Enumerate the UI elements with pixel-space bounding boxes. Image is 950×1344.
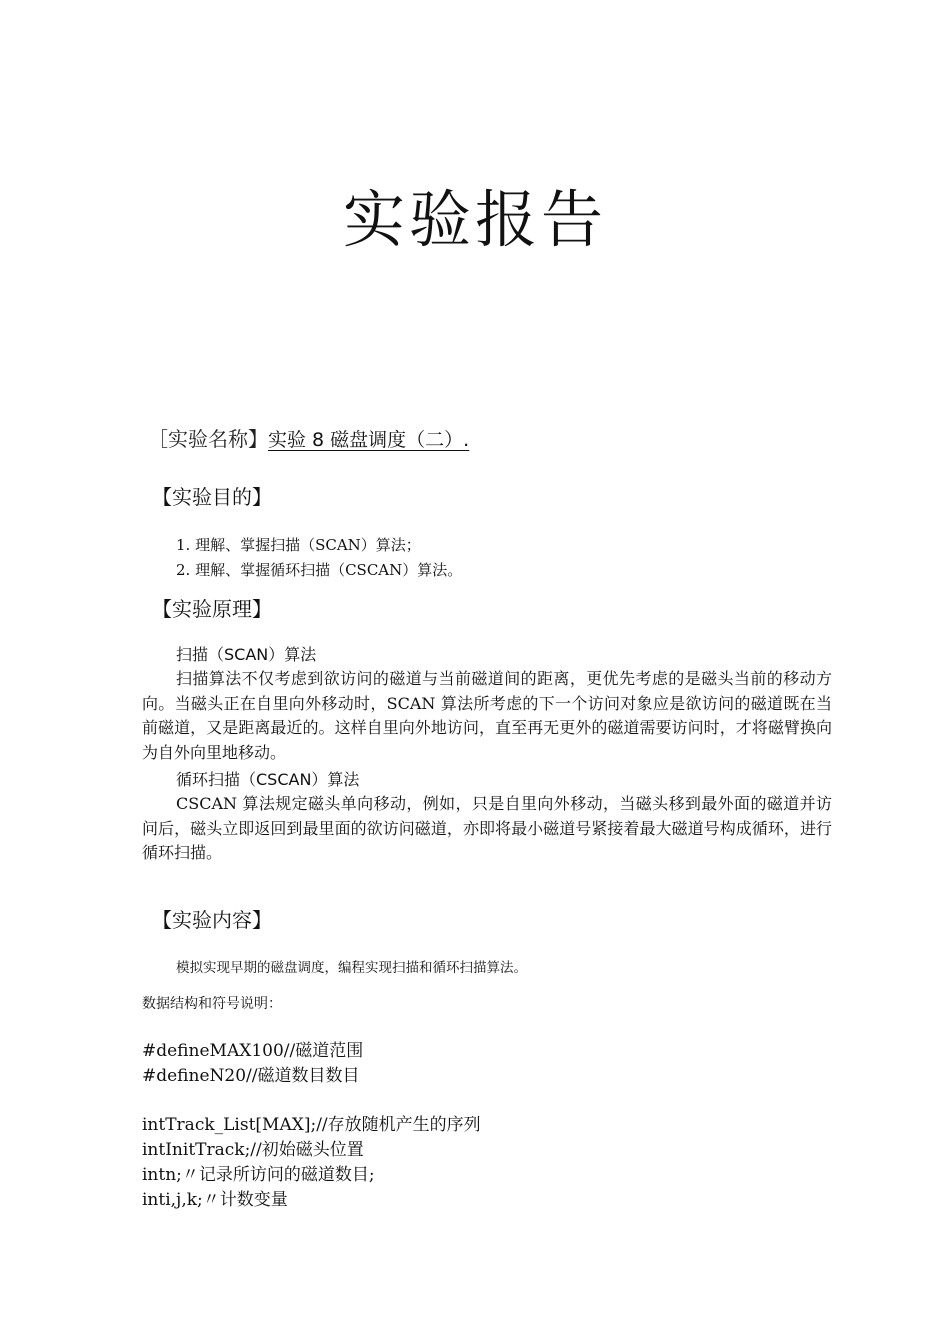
code-block-variables <box>142 1113 481 1213</box>
content-heading: 【实验内容】 <box>152 908 272 932</box>
purpose-heading: 【实验目的】 <box>152 485 272 509</box>
code-line: intInitTrack;//初始磁头位置 <box>142 1140 364 1160</box>
code-line: intn;〃记录所访问的磁道数目; <box>142 1165 375 1185</box>
scan-paragraph: 扫描算法不仅考虑到欲访问的磁道与当前磁道间的距离，更优先考虑的是磁头当前的移动方向。当磁头正在自里向外移动时，SCAN 算法所考虑的下一个访问对象应是欲访问的磁道既在当前磁道，又是距离最近的。这样自里向外地访问，直至再无更外的磁道需要访问时，才将磁臂换向为自外向里地移动。 <box>142 669 832 762</box>
code-block-defines <box>142 1039 363 1089</box>
code-line: #defineN20//磁道数目数目 <box>142 1066 360 1086</box>
code-line: #defineMAX100//磁道范围 <box>142 1041 364 1061</box>
experiment-name-line <box>148 424 469 455</box>
code-line: intTrack_List[MAX];//存放随机产生的序列 <box>142 1115 481 1135</box>
code-line: inti,j,k;〃计数变量 <box>142 1190 288 1210</box>
purpose-item-1: 1. 理解、掌握扫描（SCAN）算法； <box>176 536 421 554</box>
experiment-name-value: 实验 8 磁盘调度（二）. <box>268 429 470 451</box>
report-title: 实验报告 <box>342 183 607 256</box>
principle-heading: 【实验原理】 <box>152 597 272 621</box>
scan-title: 扫描（SCAN）算法 <box>176 645 317 664</box>
purpose-item-2: 2. 理解、掌握循环扫描（CSCAN）算法。 <box>176 561 463 579</box>
cscan-title: 循环扫描（CSCAN）算法 <box>176 770 360 789</box>
data-structure-title: 数据结构和符号说明： <box>142 996 282 1012</box>
experiment-name-label: ［实验名称】 <box>148 427 268 451</box>
content-description: 模拟实现早期的磁盘调度，编程实现扫描和循环扫描算法。 <box>176 960 527 976</box>
cscan-paragraph: CSCAN 算法规定磁头单向移动，例如，只是自里向外移动，当磁头移到最外面的磁道并访问后，磁头立即返回到最里面的欲访问磁道，亦即将最小磁道号紧接着最大磁道号构成循环，进行循环扫描。 <box>142 794 832 862</box>
